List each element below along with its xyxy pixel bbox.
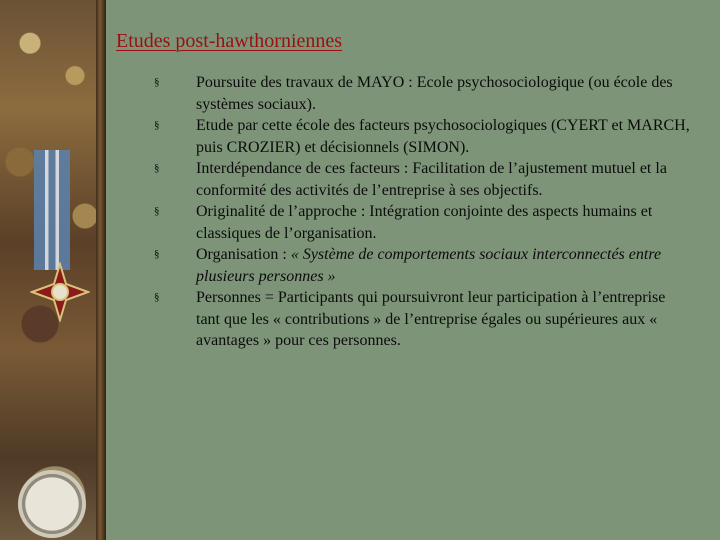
bullet-item [152, 72, 692, 115]
bullet-icon: § [154, 162, 160, 174]
bullet-item [152, 201, 692, 244]
bullet-list [152, 72, 692, 352]
bullet-text: Originalité de l’approche : Intégration conjointe des aspects humains et classiques de l’organisation. [196, 203, 653, 242]
bullet-text: Poursuite des travaux de MAYO : Ecole psychosociologique (ou école des systèmes sociaux). [196, 74, 673, 113]
bullet-item [152, 287, 692, 352]
bullet-icon: § [154, 248, 160, 260]
bullet-icon: § [154, 291, 160, 303]
bullet-icon: § [154, 205, 160, 217]
medal-ribbon-image [34, 150, 70, 270]
bullet-item [152, 115, 692, 158]
bullet-item [152, 158, 692, 201]
bullet-text: Interdépendance de ces facteurs : Facilitation de l’ajustement mutuel et la conformité des activités de l’entreprise à ses objectifs. [196, 160, 667, 199]
slide-title: Etudes post-hawthorniennes [116, 30, 343, 52]
photo-strip-edge [96, 0, 106, 540]
bullet-text: Personnes = Participants qui poursuivront leur participation à l’entreprise tant que les « contributions » de l’entreprise égales ou supérieures aux « avantages » pour ces personnes. [196, 289, 666, 349]
bullet-icon: § [154, 119, 160, 131]
bullet-text-italic: « Système de comportements sociaux interconnectés entre plusieurs personnes » [196, 246, 662, 285]
bullet-icon: § [154, 76, 160, 88]
bullet-text: Etude par cette école des facteurs psychosociologiques (CYERT et MARCH, puis CROZIER) et décisionnels (SIMON). [196, 117, 690, 156]
bullet-item [152, 244, 692, 287]
bullet-text-prefix: Organisation : [196, 246, 291, 263]
compass-image [18, 470, 86, 538]
medal-cross-icon [30, 262, 90, 322]
